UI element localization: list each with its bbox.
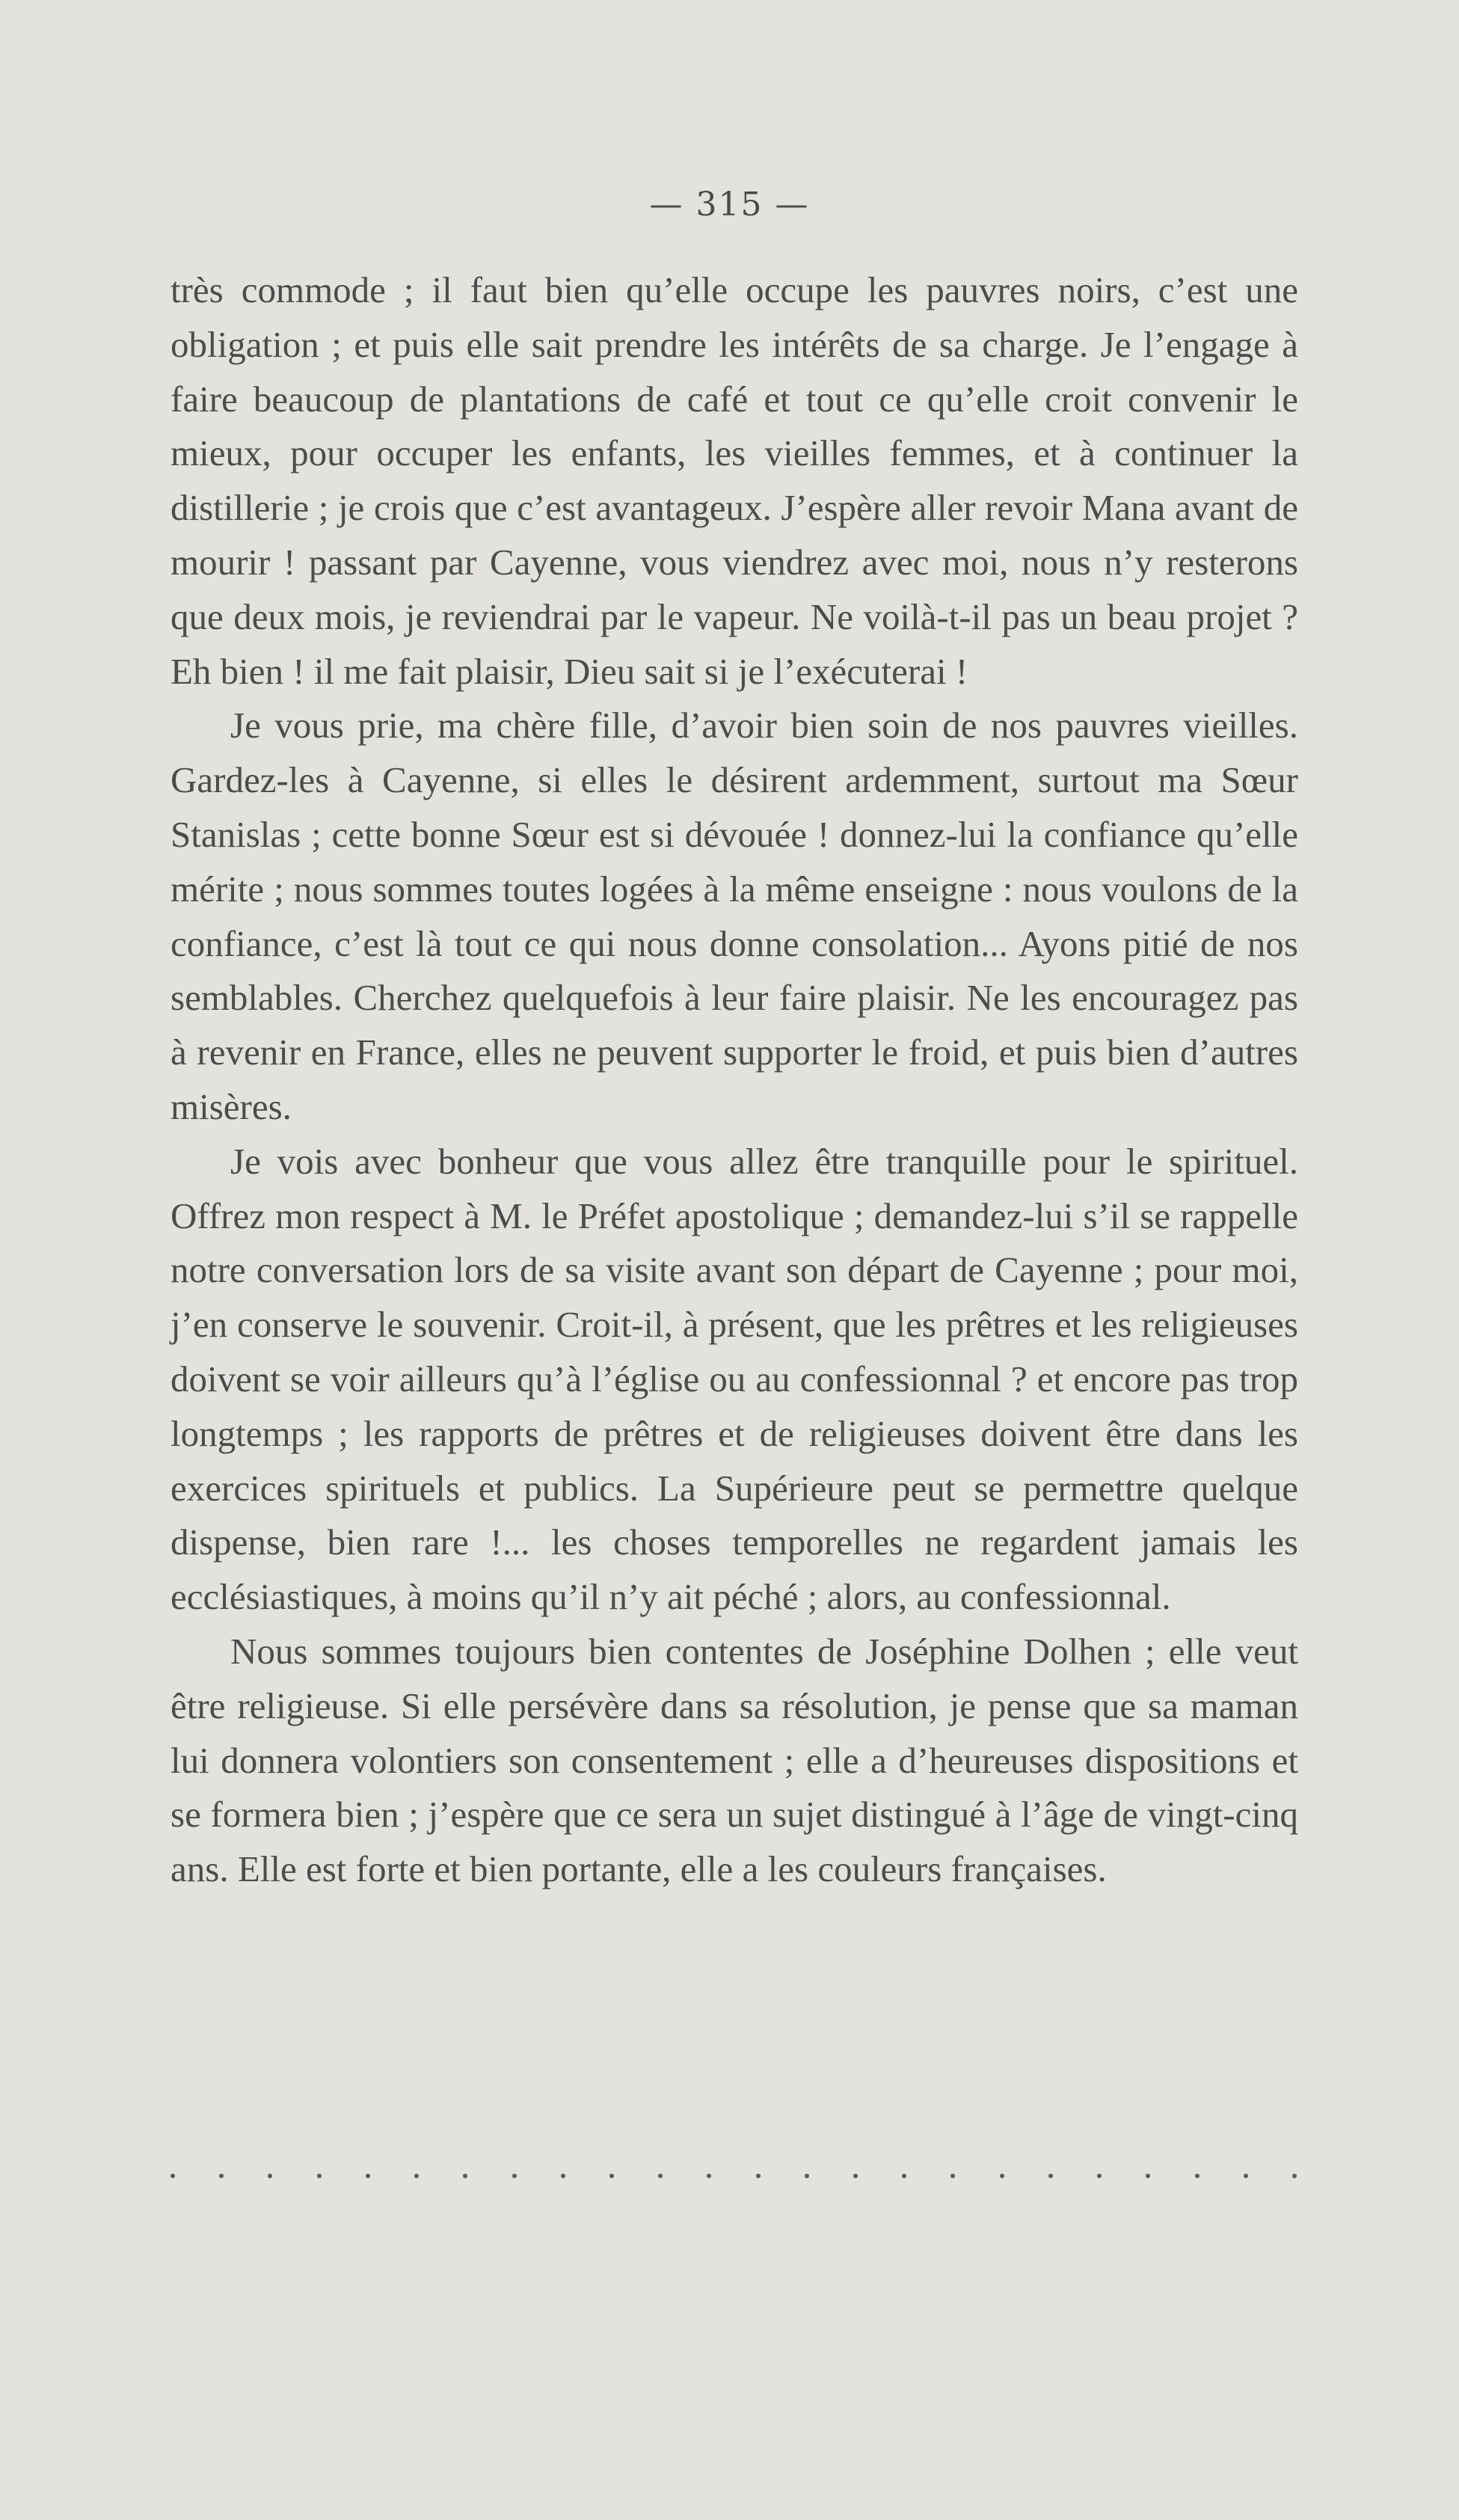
ellipsis-dot bbox=[317, 2174, 322, 2178]
ellipsis-dot bbox=[853, 2174, 858, 2178]
ellipsis-dot bbox=[171, 2174, 175, 2178]
body-text bbox=[171, 263, 1298, 1897]
ellipsis-dot bbox=[950, 2174, 955, 2178]
ellipsis-dot bbox=[1244, 2174, 1248, 2178]
ellipsis-dot bbox=[1000, 2174, 1004, 2178]
ellipsis-dot bbox=[1097, 2174, 1102, 2178]
ellipsis-dot bbox=[512, 2174, 517, 2178]
paragraph-3: Je vois avec bonheur que vous allez être tranquille pour le spirituel. Offrez mon respect à M. le Préfet apostolique ; demandez-lui s’il se rappelle notre conversation lors de sa visite avant son départ de Cayenne ; pour moi, j’en conserve le souvenir. Croit-il, à présent, que les prêtres et les religieuses doivent se voir ailleurs qu’à l’église ou au confessionnal ? et encore pas trop longtemps ; les rapports de prêtres et de religieuses doivent être dans les exercices spirituels et publics. La Supérieure peut se permettre quelque dispense, bien rare !... les choses temporelles ne regardent jamais les ecclésiastiques, à moins qu’il n’y ait péché ; alors, au confessionnal. bbox=[171, 1140, 1298, 1618]
ellipsis-dot bbox=[1292, 2174, 1297, 2178]
ellipsis-dot bbox=[609, 2174, 614, 2178]
ellipsis-dot bbox=[756, 2174, 761, 2178]
ellipsis-dot-row bbox=[171, 2160, 1298, 2190]
ellipsis-dot bbox=[463, 2174, 467, 2178]
ellipsis-dot bbox=[366, 2174, 370, 2178]
ellipsis-dot bbox=[805, 2174, 809, 2178]
ellipsis-dot bbox=[658, 2174, 663, 2178]
ellipsis-dot bbox=[1048, 2174, 1053, 2178]
ellipsis-dot bbox=[561, 2174, 565, 2178]
ellipsis-dot bbox=[1146, 2174, 1150, 2178]
ellipsis-dot bbox=[414, 2174, 419, 2178]
paragraph-4: Nous sommes toujours bien contentes de Joséphine Dolhen ; elle veut être religieuse. Si elle persévère dans sa résolution, je pense que sa maman lui donnera volontiers son consentement ; elle a d’heureuses dispositions et se formera bien ; j’espère que ce sera un sujet distingué à l’âge de vingt-cinq ans. Elle est forte et bien portante, elle a les couleurs françaises. bbox=[171, 1630, 1298, 1890]
ellipsis-dot bbox=[902, 2174, 906, 2178]
paragraph-2: Je vous prie, ma chère fille, d’avoir bien soin de nos pauvres vieilles. Gardez-les à Cayenne, si elles le désirent ardemment, surtout ma Sœur Stanislas ; cette bonne Sœur est si dévouée ! donnez-lui la confiance qu’elle mérite ; nous sommes toutes logées à la même enseigne : nous voulons de la confiance, c’est là tout ce qui nous donne consolation... Ayons pitié de nos semblables. Cherchez quelquefois à leur faire plaisir. Ne les encouragez pas à revenir en France, elles ne peuvent supporter le froid, et puis bien d’autres misères. bbox=[171, 705, 1298, 1127]
paragraph-1: très commode ; il faut bien qu’elle occupe les pauvres noirs, c’est une obligation ; et puis elle sait prendre les intérêts de sa charge. Je l’engage à faire beaucoup de plantations de café et tout ce qu’elle croit convenir le mieux, pour occuper les enfants, les vieilles femmes, et à continuer la distillerie ; je crois que c’est avantageux. J’espère aller revoir Mana avant de mourir ! passant par Cayenne, vous viendrez avec moi, nous n’y resterons que deux mois, je reviendrai par le vapeur. Ne voilà-t-il pas un beau projet ? Eh bien ! il me fait plaisir, Dieu sait si je l’exécuterai ! bbox=[171, 269, 1298, 692]
ellipsis-dot bbox=[219, 2174, 224, 2178]
ellipsis-dot bbox=[268, 2174, 272, 2178]
ellipsis-dot bbox=[707, 2174, 711, 2178]
page-number: — 315 — bbox=[649, 186, 810, 224]
ellipsis-dot bbox=[1195, 2174, 1200, 2178]
